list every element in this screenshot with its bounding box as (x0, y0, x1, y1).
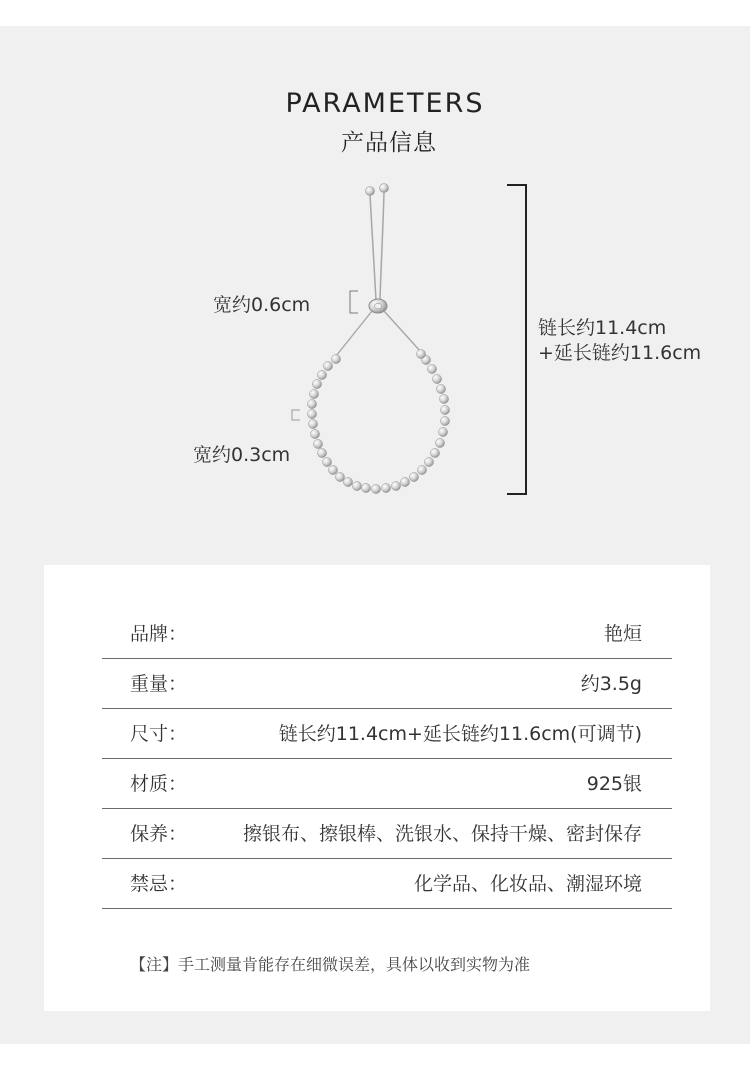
spec-value: 约3.5g (580, 673, 642, 695)
spec-row-brand (102, 608, 672, 659)
chain-strand (336, 311, 372, 356)
chain-length-label: 链长约11.4cm (538, 317, 667, 339)
spec-row-material (102, 758, 672, 809)
clasp-width-label: 宽约0.6cm (213, 294, 311, 316)
chain-strand (370, 195, 376, 300)
spec-value: 链长约11.4cm+延长链约11.6cm(可调节) (278, 723, 642, 745)
spec-key: 禁忌： (130, 873, 188, 895)
chain-strand (380, 192, 384, 300)
spec-card (44, 565, 710, 1011)
page-title: PARAMETERS (285, 88, 485, 119)
bead-width-bracket (292, 410, 300, 420)
clasp-width-bracket (350, 291, 358, 313)
chain-strand (384, 311, 421, 352)
spec-key: 尺寸： (130, 723, 188, 745)
spec-row-weight (102, 658, 672, 709)
length-bracket (507, 185, 527, 494)
bead-loop (307, 349, 449, 493)
spec-value: 化学品、化妆品、潮湿环境 (413, 873, 642, 895)
spec-key: 品牌： (130, 623, 188, 645)
measurement-note: 【注】手工测量肯能存在细微误差，具体以收到实物为准 (130, 955, 531, 974)
spec-value: 925银 (586, 773, 642, 795)
spec-row-care (102, 808, 672, 859)
spec-key: 材质： (130, 773, 188, 795)
spec-key: 重量： (130, 673, 188, 695)
spec-row-taboo (102, 858, 672, 909)
spec-value: 艳烜 (603, 623, 642, 645)
spec-key: 保养： (130, 823, 188, 845)
spec-value: 擦银布、擦银棒、洗银水、保持干燥、密封保存 (242, 823, 642, 845)
spec-row-size (102, 708, 672, 759)
extension-length-label: +延长链约11.6cm (538, 342, 702, 364)
bead-width-label: 宽约0.3cm (193, 444, 291, 466)
chain-end-bead (380, 184, 389, 193)
chain-end-bead (366, 187, 375, 196)
page-subtitle: 产品信息 (341, 130, 437, 156)
